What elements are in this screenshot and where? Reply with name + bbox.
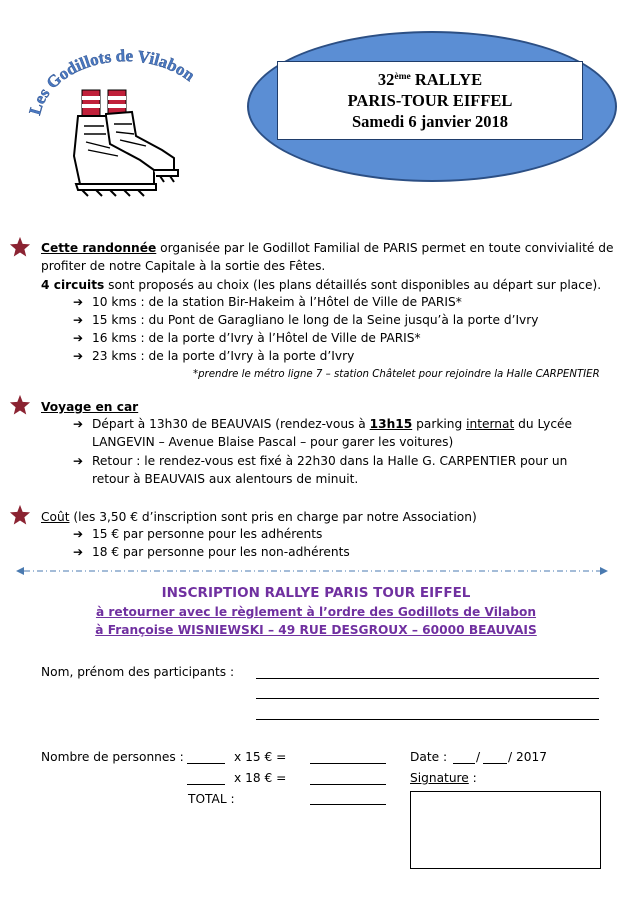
return-line-1: Retour : le rendez-vous est fixé à 22h30 dans la Halle G. CARPENTIER pour un	[92, 454, 568, 468]
boots-icon	[62, 86, 192, 198]
circuits-rest: sont proposés au choix (les plans détaillés sont disponibles au départ sur place).	[104, 278, 602, 292]
participants-field[interactable]	[256, 698, 599, 699]
metro-note: *prendre le métro ligne 7 – station Châtelet pour rejoindre la Halle CARPENTIER	[193, 369, 600, 380]
signature-label-row	[410, 771, 477, 785]
circuits-count: 4 circuits	[41, 278, 105, 292]
date-month-field[interactable]	[483, 763, 507, 764]
return-line-2: retour à BEAUVAIS aux alentours de minuit.	[92, 472, 359, 486]
inscription-title: INSCRIPTION RALLYE PARIS TOUR EIFFEL	[161, 585, 471, 601]
date-day-field[interactable]	[453, 763, 475, 764]
bus-trip-title: Voyage en car	[41, 400, 139, 414]
intro-rest: organisée par le Godillot Familial de PARIS permet en toute convivialité de	[156, 241, 614, 255]
price-item: 15 € par personne pour les adhérents	[92, 527, 323, 541]
cost-line	[41, 510, 477, 524]
svg-text:Les Godillots de Vilabon: Les Godillots de Vilabon	[25, 46, 199, 118]
member-subtotal-field[interactable]	[310, 763, 386, 764]
circuits-line	[41, 278, 601, 292]
circuit-item: 10 kms : de la station Bir-Hakeim à l’Hôtel de Ville de PARIS*	[92, 295, 462, 309]
date-label: Date :	[410, 750, 448, 764]
arrow-icon: ➔	[73, 545, 84, 559]
signature-colon: :	[468, 771, 477, 785]
intro-line-1	[41, 241, 613, 255]
participants-label: Nom, prénom des participants :	[41, 665, 235, 679]
circuit-item: 15 kms : du Pont de Garagliano le long de la Seine jusqu’à la porte d’Ivry	[92, 313, 539, 327]
star-bullet-icon	[9, 394, 31, 416]
rally-title-box	[277, 61, 583, 140]
arrow-icon: ➔	[73, 417, 84, 431]
circuit-item: 23 kms : de la porte d’Ivry à la porte d’Ivry	[92, 349, 355, 363]
inscription-line-1: à retourner avec le règlement à l’ordre des Godillots de Vilabon	[95, 605, 537, 619]
price-item: 18 € par personne pour les non-adhérents	[92, 545, 350, 559]
intro-line-2: profiter de notre Capitale à la sortie des Fêtes.	[41, 259, 326, 273]
arrow-icon: ➔	[73, 331, 84, 345]
departure-text: Départ à 13h30 de BEAUVAIS (rendez-vous à	[92, 417, 370, 431]
arrow-icon: ➔	[73, 313, 84, 327]
intro-lead: Cette randonnée	[41, 241, 157, 255]
inscription-line-2: à Françoise WISNIEWSKI – 49 RUE DESGROUX – 60000 BEAUVAIS	[95, 623, 537, 637]
persons-member-count-field[interactable]	[187, 763, 225, 764]
participants-field[interactable]	[256, 678, 599, 679]
edition-word: RALLYE	[414, 70, 483, 89]
total-field[interactable]	[310, 804, 386, 805]
edition-superscript: ème	[394, 72, 411, 82]
rally-title: PARIS-TOUR EIFFEL	[347, 91, 513, 110]
departure-text: du Lycée	[514, 417, 573, 431]
signature-box[interactable]	[410, 791, 601, 869]
rally-date: Samedi 6 janvier 2018	[352, 112, 508, 131]
persons-label: Nombre de personnes :	[41, 750, 184, 764]
star-bullet-icon	[9, 236, 31, 258]
arrow-icon: ➔	[73, 454, 84, 468]
cost-rest: (les 3,50 € d’inscription sont pris en charge par notre Association)	[69, 510, 477, 524]
persons-nonmember-count-field[interactable]	[187, 784, 225, 785]
signature-label: Signature	[410, 771, 469, 785]
times-15: x 15 € =	[234, 750, 287, 764]
departure-text: parking	[412, 417, 467, 431]
date-separator: /	[476, 750, 481, 764]
departure-line-2: LANGEVIN – Avenue Blaise Pascal – pour garer les voitures)	[92, 435, 454, 449]
star-bullet-icon	[9, 504, 31, 526]
meeting-time: 13h15	[369, 417, 413, 431]
cut-separator	[16, 566, 608, 576]
cost-title: Coût	[41, 510, 70, 524]
arrow-icon: ➔	[73, 527, 84, 541]
total-label: TOTAL :	[188, 792, 235, 806]
date-year: / 2017	[508, 750, 547, 764]
nonmember-subtotal-field[interactable]	[310, 784, 386, 785]
departure-line-1	[92, 417, 572, 431]
circuit-item: 16 kms : de la porte d’Ivry à l’Hôtel de Ville de PARIS*	[92, 331, 421, 345]
participants-field[interactable]	[256, 719, 599, 720]
edition-number: 32	[377, 70, 395, 89]
times-18: x 18 € =	[234, 771, 287, 785]
arrow-icon: ➔	[73, 295, 84, 309]
arrow-icon: ➔	[73, 349, 84, 363]
internat-word: internat	[466, 417, 515, 431]
